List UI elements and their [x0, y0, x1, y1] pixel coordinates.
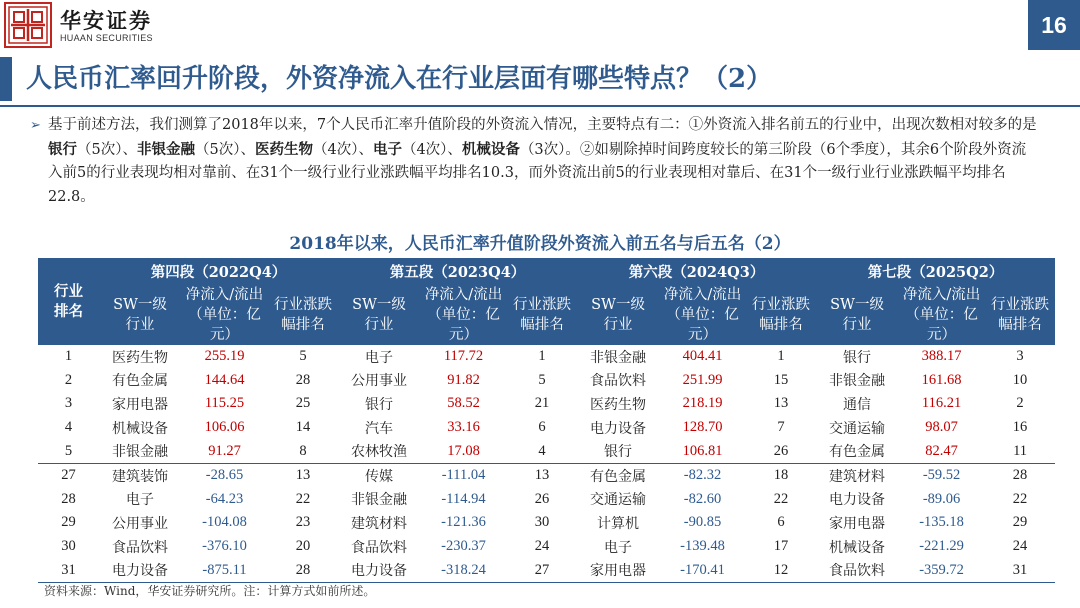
perf-rank-cell: 21: [534, 395, 550, 412]
perf-rank-cell: 7: [777, 419, 785, 436]
sub-header-industry: SW一级行业: [338, 285, 420, 345]
rank-cell: 29: [61, 514, 76, 531]
sub-header-flow: 净流入/流出（单位：亿元）: [181, 285, 268, 345]
sub-header-industry: SW一级行业: [816, 285, 898, 345]
industry-cell: 电力设备: [99, 558, 181, 582]
industry-cell: 银行: [365, 396, 394, 413]
flow-cell: 58.52: [447, 395, 480, 412]
industry-cell: 非银金融: [99, 439, 181, 463]
industry-cell: 电子: [604, 539, 633, 556]
table-row: [38, 439, 1055, 463]
table-row: [38, 535, 1055, 559]
sub-header-rank: 行业涨跌幅排名: [507, 285, 577, 345]
perf-rank-cell: 1: [538, 348, 546, 365]
group-header: 第四段（2022Q4）: [99, 258, 338, 285]
industry-cell: 家用电器: [829, 515, 886, 532]
industry-cell: 建筑装饰: [112, 468, 168, 485]
source-note: 资料来源：Wind，华安证券研究所。注：计算方式如前所述。: [44, 584, 376, 598]
industry-cell: 公用事业: [112, 515, 168, 532]
flow-cell: 98.07: [925, 419, 958, 436]
industry-cell: 公用事业: [351, 373, 408, 390]
perf-rank-cell: 30: [534, 514, 550, 531]
industry-cell: 非银金融: [351, 492, 408, 509]
flow-cell: 117.72: [443, 348, 484, 365]
industry-cell: 电子: [365, 349, 394, 366]
perf-rank-cell: 27: [507, 558, 577, 582]
flow-cell: -359.72: [898, 558, 985, 582]
flow-cell: -318.24: [420, 558, 507, 582]
perf-rank-cell: 29: [1012, 514, 1028, 531]
intro-text-4: （4次）、: [312, 141, 373, 158]
page-number: 16: [1028, 0, 1080, 50]
group-header: 第五段（2023Q4）: [338, 258, 577, 285]
perf-rank-cell: 14: [295, 419, 311, 436]
industry-cell: 交通运输: [590, 492, 647, 509]
table-title: 2018年以来，人民币汇率升值阶段外资流入前五名与后五名（2）: [289, 234, 791, 254]
industry-cell: 非银金融: [590, 349, 647, 366]
perf-rank-cell: 12: [746, 558, 816, 582]
industry-cell: 有色金属: [816, 439, 898, 463]
perf-rank-cell: 17: [773, 538, 789, 555]
flow-cell: -82.32: [683, 467, 722, 484]
perf-rank-cell: 24: [1012, 538, 1028, 555]
industry-cell: 电力设备: [829, 492, 886, 509]
perf-rank-cell: 15: [773, 371, 789, 388]
perf-rank-cell: 28: [295, 371, 311, 388]
rank-cell: 27: [61, 467, 76, 484]
perf-rank-cell: 13: [773, 395, 789, 412]
group-header: 第六段（2024Q3）: [577, 258, 816, 285]
sub-header-flow: 净流入/流出（单位：亿元）: [898, 285, 985, 345]
perf-rank-cell: 8: [268, 439, 338, 463]
industry-cell: 机械设备: [829, 539, 886, 556]
huaan-logo-icon: [4, 2, 52, 48]
brand-name-cn: 华安证券: [60, 8, 152, 33]
brand-name-en: HUAAN SECURITIES: [60, 33, 153, 43]
flow-cell: 251.99: [682, 371, 723, 388]
intro-bold-5: 机械设备: [461, 140, 520, 158]
rank-cell: 1: [64, 348, 73, 365]
intro-text-6: （3次）。②如剔除掉时间跨度较长的第三阶段（6个季度），其余6个阶段外资流入前5的行业表现均相对靠前、在31个一级行业行业涨跌幅平均排名10.3，而外资流出前5的行业表现相对靠后、在31个一级行业行业涨跌幅平均排名22.8。: [48, 141, 1027, 205]
flow-cell: -104.08: [202, 514, 247, 531]
flow-cell: 91.27: [181, 439, 268, 463]
flow-cell: -121.36: [441, 514, 486, 531]
industry-cell: 交通运输: [829, 420, 886, 437]
industry-cell: 医药生物: [112, 349, 168, 366]
group-header: 第七段（2025Q2）: [816, 258, 1055, 285]
title-divider: [0, 105, 1080, 107]
industry-cell: 电力设备: [590, 420, 647, 437]
industry-cell: 电力设备: [338, 558, 420, 582]
perf-rank-cell: 5: [538, 371, 546, 388]
flow-cell: 106.06: [204, 419, 245, 436]
perf-rank-cell: 6: [777, 514, 785, 531]
rank-cell: 5: [38, 439, 99, 463]
table-row: [38, 511, 1055, 535]
industry-cell: 非银金融: [829, 373, 886, 390]
flow-cell: 388.17: [921, 348, 962, 365]
perf-rank-cell: 20: [295, 538, 311, 555]
perf-rank-cell: 24: [534, 538, 550, 555]
title-accent-bar: [0, 57, 12, 101]
table-row: [38, 463, 1055, 487]
industry-cell: 汽车: [365, 420, 394, 437]
perf-rank-cell: 5: [299, 348, 307, 365]
sub-header-flow: 净流入/流出（单位：亿元）: [659, 285, 746, 345]
perf-rank-cell: 2: [1016, 395, 1024, 412]
sub-header-industry: SW一级行业: [577, 285, 659, 345]
rank-cell: 30: [61, 538, 76, 555]
perf-rank-cell: 6: [538, 419, 546, 436]
industry-cell: 食品饮料: [351, 539, 408, 556]
sub-header-rank: 行业涨跌幅排名: [746, 285, 816, 345]
industry-cell: 电子: [126, 492, 154, 509]
flow-cell: -135.18: [919, 514, 964, 531]
flow-cell: 106.81: [659, 439, 746, 463]
table-row: [38, 369, 1055, 393]
flow-cell: 33.16: [447, 419, 480, 436]
page-title: 人民币汇率回升阶段，外资净流入在行业层面有哪些特点？（2）: [26, 64, 773, 94]
perf-rank-cell: 22: [773, 490, 789, 507]
table-row: [38, 345, 1055, 369]
perf-rank-cell: 28: [268, 558, 338, 582]
industry-cell: 食品饮料: [590, 373, 647, 390]
perf-rank-cell: 16: [1012, 419, 1028, 436]
table-row: [38, 488, 1055, 512]
perf-rank-cell: 13: [534, 467, 550, 484]
flow-cell: 255.19: [204, 348, 245, 365]
flow-cell: 82.47: [898, 439, 985, 463]
sub-header-industry: SW一级行业: [99, 285, 181, 345]
industry-cell: 计算机: [597, 515, 640, 532]
flow-cell: -59.52: [922, 467, 961, 484]
flow-cell: 144.64: [204, 371, 245, 388]
perf-rank-cell: 25: [295, 395, 311, 412]
rank-cell: 28: [61, 490, 76, 507]
perf-rank-cell: 4: [507, 439, 577, 463]
intro-bold-1: 银行: [48, 140, 77, 158]
perf-rank-cell: 10: [1012, 371, 1028, 388]
sub-header-rank: 行业涨跌幅排名: [268, 285, 338, 345]
foreign-flow-table: [38, 258, 1055, 583]
table-row: [38, 392, 1055, 416]
rank-cell: 2: [64, 371, 73, 388]
flow-cell: -376.10: [202, 538, 247, 555]
flow-cell: 115.25: [204, 395, 245, 412]
flow-cell: 116.21: [921, 395, 962, 412]
table-row: [38, 558, 1055, 582]
rank-header: 行业排名: [38, 258, 99, 345]
perf-rank-cell: 26: [746, 439, 816, 463]
flow-cell: -139.48: [680, 538, 725, 555]
intro-text-2: （5次）、: [77, 141, 137, 158]
rank-cell: 3: [64, 395, 73, 412]
perf-rank-cell: 28: [1012, 467, 1028, 484]
flow-cell: 404.41: [682, 348, 723, 365]
intro-text-1: 基于前述方法，我们测算了2018年以来，7个人民币汇率升值阶段的外资流入情况，主要特点有二：①外资流入排名前五的行业中，出现次数相对较多的是: [48, 117, 1037, 133]
flow-cell: -230.37: [441, 538, 486, 555]
flow-cell: -28.65: [205, 467, 244, 484]
sub-header-rank: 行业涨跌幅排名: [985, 285, 1055, 345]
intro-bold-4: 电子: [372, 140, 402, 158]
perf-rank-cell: 13: [295, 467, 311, 484]
industry-cell: 有色金属: [112, 373, 168, 390]
industry-cell: 医药生物: [590, 396, 647, 413]
flow-cell: -221.29: [919, 538, 964, 555]
flow-cell: 161.68: [921, 371, 962, 388]
perf-rank-cell: 26: [534, 490, 550, 507]
perf-rank-cell: 11: [985, 439, 1055, 463]
flow-cell: -89.06: [922, 490, 961, 507]
perf-rank-cell: 1: [777, 348, 785, 365]
industry-cell: 食品饮料: [112, 539, 168, 556]
perf-rank-cell: 18: [773, 467, 789, 484]
perf-rank-cell: 23: [295, 514, 311, 531]
flow-cell: -114.94: [441, 490, 486, 507]
flow-cell: -82.60: [683, 490, 722, 507]
flow-cell: 17.08: [420, 439, 507, 463]
rank-cell: 4: [64, 419, 73, 436]
perf-rank-cell: 31: [985, 558, 1055, 582]
industry-cell: 银行: [843, 349, 872, 366]
industry-cell: 传媒: [365, 468, 394, 485]
industry-cell: 有色金属: [590, 468, 647, 485]
table-row: [38, 416, 1055, 440]
flow-cell: 128.70: [682, 419, 723, 436]
intro-text-3: （5次）、: [194, 141, 255, 158]
industry-cell: 建筑材料: [351, 515, 408, 532]
flow-cell: -875.11: [181, 558, 268, 582]
intro-bold-2: 非银金融: [136, 140, 195, 158]
industry-cell: 家用电器: [112, 396, 168, 413]
flow-cell: -90.85: [683, 514, 722, 531]
industry-cell: 家用电器: [577, 558, 659, 582]
sub-header-flow: 净流入/流出（单位：亿元）: [420, 285, 507, 345]
industry-cell: 建筑材料: [829, 468, 886, 485]
intro-paragraph: [48, 114, 1038, 209]
industry-cell: 农林牧渔: [338, 439, 420, 463]
perf-rank-cell: 22: [295, 490, 311, 507]
bullet-arrow-icon: ➢: [30, 118, 41, 133]
flow-cell: 91.82: [447, 371, 480, 388]
industry-cell: 机械设备: [112, 420, 168, 437]
intro-bold-3: 医药生物: [254, 140, 313, 158]
intro-text-5: （4次）、: [401, 141, 462, 158]
industry-cell: 通信: [843, 396, 872, 413]
flow-cell: -64.23: [205, 490, 244, 507]
flow-cell: -111.04: [441, 467, 486, 484]
flow-cell: -170.41: [659, 558, 746, 582]
industry-cell: 食品饮料: [816, 558, 898, 582]
flow-cell: 218.19: [682, 395, 723, 412]
perf-rank-cell: 22: [1012, 490, 1028, 507]
rank-cell: 31: [38, 558, 99, 582]
industry-cell: 银行: [577, 439, 659, 463]
perf-rank-cell: 3: [1016, 348, 1024, 365]
